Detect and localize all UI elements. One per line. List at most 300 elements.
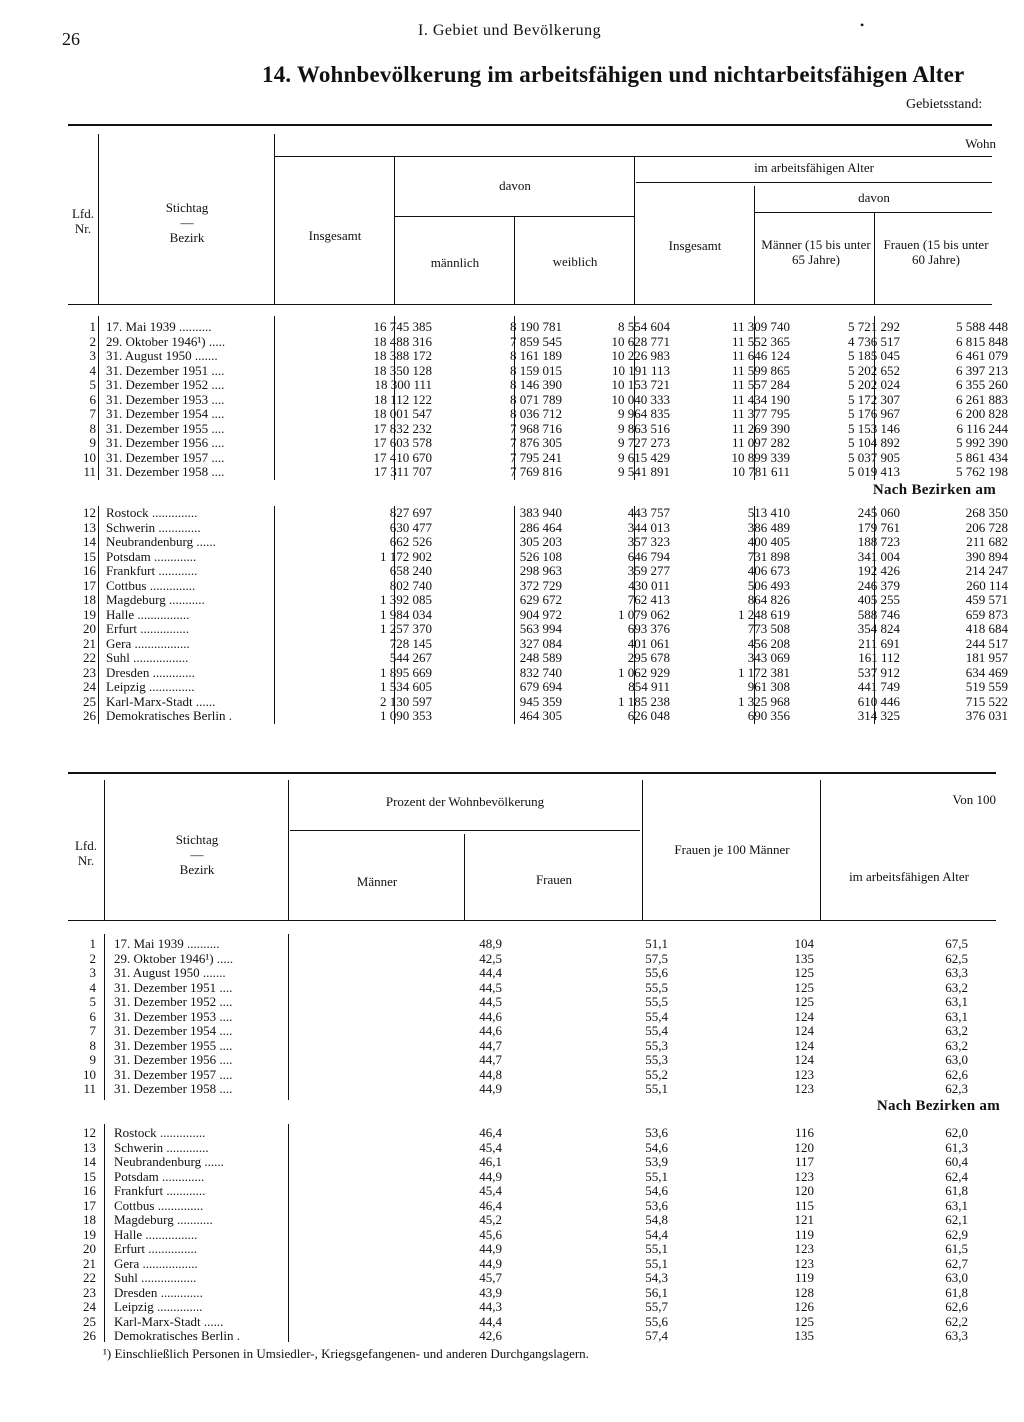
table-row — [68, 1024, 998, 1038]
cell-value: 55,4 — [645, 1023, 668, 1038]
row-number: 19 — [83, 1226, 96, 1242]
cell-value: 18 300 111 — [374, 377, 432, 392]
cell-value: 354 824 — [857, 621, 900, 636]
row-number: 3 — [89, 965, 96, 980]
table-row — [68, 319, 1008, 334]
cell-value: 53,6 — [645, 1197, 668, 1213]
row-number: 16 — [83, 563, 96, 578]
table-row — [68, 1242, 998, 1256]
cell-value: 295 678 — [627, 650, 670, 665]
cell-value: 61,8 — [945, 1284, 968, 1300]
row-label: Dresden ............. — [106, 664, 195, 680]
table-row — [68, 1155, 998, 1169]
row-label: Karl-Marx-Stadt ...... — [114, 1313, 224, 1329]
header-davon-2: davon — [858, 190, 890, 205]
cell-value: 123 — [794, 1066, 814, 1082]
cell-value: 659 873 — [965, 606, 1008, 622]
row-number: 21 — [83, 1255, 96, 1271]
cell-value: 45,4 — [479, 1139, 502, 1155]
table2-vline — [820, 780, 821, 920]
cell-value: 6 116 244 — [956, 420, 1008, 436]
cell-value: 135 — [794, 950, 814, 966]
t2-header-nr: Nr. — [77, 853, 95, 868]
row-number: 20 — [83, 621, 96, 636]
row-label: Leipzig .............. — [114, 1299, 203, 1314]
cell-value: 731 898 — [747, 548, 790, 564]
cell-value: 662 526 — [389, 534, 432, 549]
footnote: ¹) Einschließlich Personen in Umsiedler-, Kriegsgefangenen- und anderen Durchgangslagern. — [103, 1346, 589, 1361]
row-number: 15 — [83, 548, 96, 564]
cell-value: 5 202 024 — [848, 377, 900, 392]
table2-nach-bezirken: Nach Bezirken am — [876, 1098, 1000, 1114]
cell-value: 5 185 045 — [848, 348, 900, 363]
cell-value: 44,9 — [479, 1168, 502, 1184]
cell-value: 192 426 — [857, 563, 900, 578]
table1-top-rule — [68, 124, 992, 126]
table-row — [68, 679, 1008, 694]
cell-value: 8 146 390 — [510, 377, 562, 392]
cell-value: 120 — [794, 1183, 814, 1198]
cell-value: 7 769 816 — [510, 464, 562, 479]
table1-head-bottom-rule — [68, 304, 992, 305]
cell-value: 18 388 172 — [373, 348, 432, 363]
row-number: 4 — [89, 979, 96, 995]
cell-value: 1 534 605 — [380, 679, 432, 694]
row-label: 31. Dezember 1957 .... — [106, 449, 225, 465]
cell-value: 62,9 — [945, 1226, 968, 1242]
cell-value: 405 255 — [857, 592, 900, 607]
cell-value: 11 269 390 — [731, 420, 790, 436]
cell-value: 63,0 — [945, 1270, 968, 1285]
cell-value: 1 895 669 — [380, 664, 432, 680]
table-row — [68, 1141, 998, 1155]
cell-value: 1 090 353 — [380, 708, 432, 723]
cell-value: 119 — [794, 1226, 814, 1242]
cell-value: 211 682 — [966, 534, 1008, 549]
cell-value: 459 571 — [965, 592, 1008, 607]
table1-vline — [274, 134, 275, 304]
cell-value: 42,6 — [479, 1328, 502, 1343]
cell-value: 48,9 — [479, 936, 502, 951]
cell-value: 62,6 — [945, 1299, 968, 1314]
cell-value: 119 — [794, 1270, 814, 1285]
row-label: Neubrandenburg ...... — [114, 1154, 224, 1169]
row-number: 18 — [83, 1212, 96, 1227]
cell-value: 260 114 — [966, 577, 1008, 593]
table1-wohn-rule — [274, 156, 992, 157]
section-title: I. Gebiet und Bevölkerung — [418, 22, 602, 39]
cell-value: 773 508 — [747, 621, 790, 636]
cell-value: 55,2 — [645, 1066, 668, 1082]
row-label: 31. Dezember 1951 .... — [114, 979, 233, 995]
cell-value: 54,6 — [645, 1183, 668, 1198]
cell-value: 44,3 — [479, 1299, 502, 1314]
cell-value: 9 863 516 — [618, 420, 670, 436]
row-number: 23 — [83, 664, 96, 680]
cell-value: 1 325 968 — [738, 693, 790, 709]
row-label: Neubrandenburg ...... — [106, 534, 216, 549]
cell-value: 123 — [794, 1081, 814, 1096]
cell-value: 55,7 — [645, 1299, 668, 1314]
table-row — [68, 1271, 998, 1285]
row-number: 24 — [83, 679, 96, 694]
cell-value: 126 — [794, 1299, 814, 1314]
table-row — [68, 1300, 998, 1314]
cell-value: 6 815 848 — [956, 333, 1008, 349]
cell-value: 60,4 — [945, 1154, 968, 1169]
table2-top-rule — [68, 772, 996, 774]
cell-value: 10 899 339 — [731, 449, 790, 465]
row-label: Karl-Marx-Stadt ...... — [106, 693, 216, 709]
table1-arbeitsf-rule — [636, 182, 992, 183]
cell-value: 679 694 — [519, 679, 562, 694]
cell-value: 18 112 122 — [373, 391, 432, 407]
cell-value: 124 — [794, 1052, 814, 1067]
cell-value: 55,6 — [645, 965, 668, 980]
cell-value: 961 308 — [747, 679, 790, 694]
cell-value: 120 — [794, 1139, 814, 1155]
cell-value: 8 190 781 — [510, 319, 562, 334]
row-number: 12 — [83, 1125, 96, 1140]
t2-header-dash: — — [190, 847, 204, 862]
cell-value: 430 011 — [628, 577, 670, 593]
cell-value: 246 379 — [857, 577, 900, 593]
table-row — [68, 505, 1008, 520]
table-row — [68, 1329, 998, 1343]
cell-value: 1 984 034 — [380, 606, 432, 622]
row-label: 31. Dezember 1955 .... — [106, 420, 225, 436]
table-row — [68, 1286, 998, 1300]
row-number: 22 — [83, 650, 96, 665]
cell-value: 55,1 — [645, 1241, 668, 1256]
cell-value: 5 992 390 — [956, 435, 1008, 450]
table-row — [68, 1315, 998, 1329]
row-number: 10 — [83, 1066, 96, 1082]
cell-value: 121 — [794, 1212, 814, 1227]
cell-value: 44,9 — [479, 1255, 502, 1271]
cell-value: 762 413 — [627, 592, 670, 607]
cell-value: 46,4 — [479, 1125, 502, 1140]
row-label: Halle ................ — [114, 1226, 198, 1242]
table-row — [68, 449, 1008, 465]
cell-value: 44,9 — [479, 1241, 502, 1256]
cell-value: 124 — [794, 1008, 814, 1024]
cell-value: 63,1 — [945, 1197, 968, 1213]
table-row — [68, 606, 1008, 622]
cell-value: 123 — [794, 1241, 814, 1256]
cell-value: 827 697 — [389, 505, 432, 520]
cell-value: 6 355 260 — [956, 377, 1008, 392]
cell-value: 125 — [794, 1313, 814, 1329]
t2-header-von-100: Von 100 — [952, 792, 996, 807]
table-row — [68, 406, 1008, 421]
table2-vline — [104, 780, 105, 920]
cell-value: 11 309 740 — [731, 319, 790, 334]
cell-value: 6 261 883 — [956, 391, 1008, 407]
cell-value: 51,1 — [645, 936, 668, 951]
cell-value: 10 226 983 — [611, 348, 670, 363]
row-number: 13 — [83, 519, 96, 535]
row-label: Demokratisches Berlin . — [114, 1328, 240, 1343]
cell-value: 5 588 448 — [956, 319, 1008, 334]
row-label: 31. Dezember 1953 .... — [114, 1008, 233, 1024]
cell-value: 18 350 128 — [373, 362, 432, 378]
cell-value: 128 — [794, 1284, 814, 1300]
row-number: 8 — [89, 1037, 96, 1053]
table2-vline — [288, 780, 289, 920]
cell-value: 54,4 — [645, 1226, 668, 1242]
cell-value: 7 795 241 — [510, 449, 562, 465]
row-number: 9 — [89, 435, 96, 450]
row-label: 17. Mai 1939 .......... — [114, 936, 220, 951]
row-label: Rostock .............. — [106, 505, 198, 520]
cell-value: 211 691 — [858, 635, 900, 651]
row-number: 1 — [89, 936, 96, 951]
cell-value: 17 311 707 — [373, 464, 432, 479]
table-row — [68, 1082, 998, 1096]
cell-value: 443 757 — [627, 505, 670, 520]
table-row — [68, 1199, 998, 1213]
cell-value: 124 — [794, 1023, 814, 1038]
cell-value: 1 257 370 — [380, 621, 432, 636]
row-label: 31. Dezember 1953 .... — [106, 391, 225, 407]
cell-value: 588 746 — [857, 606, 900, 622]
header-stichtag: Stichtag — [165, 200, 209, 215]
cell-value: 6 200 828 — [956, 406, 1008, 421]
cell-value: 945 359 — [519, 693, 562, 709]
cell-value: 63,0 — [945, 1052, 968, 1067]
row-label: Erfurt ............... — [106, 621, 190, 636]
row-label: Halle ................ — [106, 606, 190, 622]
cell-value: 343 069 — [747, 650, 790, 665]
header-dash: — — [180, 215, 194, 230]
row-number: 26 — [83, 708, 96, 723]
row-number: 2 — [89, 333, 96, 349]
cell-value: 10 040 333 — [611, 391, 670, 407]
row-number: 9 — [89, 1052, 96, 1067]
row-number: 23 — [83, 1284, 96, 1300]
cell-value: 44,5 — [479, 994, 502, 1009]
cell-value: 519 559 — [965, 679, 1008, 694]
row-label: 31. Dezember 1954 .... — [106, 406, 225, 421]
cell-value: 8 071 789 — [510, 391, 562, 407]
cell-value: 2 130 597 — [380, 693, 432, 709]
cell-value: 104 — [794, 936, 814, 951]
cell-value: 544 267 — [389, 650, 432, 665]
cell-value: 9 727 273 — [618, 435, 670, 450]
row-label: Magdeburg ........... — [106, 592, 205, 607]
cell-value: 55,5 — [645, 994, 668, 1009]
cell-value: 8 159 015 — [510, 362, 562, 378]
cell-value: 57,5 — [645, 950, 668, 966]
header-maenner-15-65: Männer (15 bis unter 65 Jahre) — [761, 237, 871, 267]
cell-value: 5 037 905 — [848, 449, 900, 465]
cell-value: 53,9 — [645, 1154, 668, 1169]
row-label: Gera ................. — [114, 1255, 198, 1271]
cell-value: 401 061 — [627, 635, 670, 651]
table-row — [68, 435, 1008, 450]
cell-value: 728 145 — [389, 635, 432, 651]
cell-value: 376 031 — [965, 708, 1008, 723]
table1-vline — [394, 156, 395, 304]
cell-value: 248 589 — [519, 650, 562, 665]
cell-value: 386 489 — [747, 519, 790, 535]
cell-value: 5 721 292 — [848, 319, 900, 334]
cell-value: 383 940 — [519, 505, 562, 520]
gebietsstand-label: Gebietsstand: — [906, 97, 983, 112]
cell-value: 5 153 146 — [848, 420, 900, 436]
t2-header-frauen: Frauen — [535, 872, 573, 887]
row-label: Schwerin ............. — [114, 1139, 209, 1155]
table-row — [68, 650, 1008, 665]
table-row — [68, 1213, 998, 1227]
row-number: 14 — [83, 1154, 96, 1169]
row-number: 22 — [83, 1270, 96, 1285]
row-number: 25 — [83, 693, 96, 709]
cell-value: 55,4 — [645, 1008, 668, 1024]
table2-head-bottom-rule — [68, 920, 996, 921]
cell-value: 5 019 413 — [848, 464, 900, 479]
cell-value: 44,4 — [479, 1313, 502, 1329]
cell-value: 45,7 — [479, 1270, 502, 1285]
table-row — [68, 966, 998, 980]
cell-value: 56,1 — [645, 1284, 668, 1300]
cell-value: 54,8 — [645, 1212, 668, 1227]
row-number: 10 — [83, 449, 96, 465]
cell-value: 537 912 — [857, 664, 900, 680]
row-label: 31. Dezember 1957 .... — [114, 1066, 233, 1082]
cell-value: 125 — [794, 994, 814, 1009]
cell-value: 6 461 079 — [956, 348, 1008, 363]
row-number: 21 — [83, 635, 96, 651]
header-weiblich: weiblich — [552, 254, 598, 269]
cell-value: 62,5 — [945, 950, 968, 966]
cell-value: 17 832 232 — [373, 420, 432, 436]
table-row — [68, 708, 1008, 723]
row-number: 2 — [89, 950, 96, 966]
t2-header-lfd: Lfd. — [74, 838, 98, 853]
cell-value: 45,4 — [479, 1183, 502, 1198]
cell-value: 54,6 — [645, 1139, 668, 1155]
cell-value: 44,7 — [479, 1037, 502, 1053]
cell-value: 832 740 — [519, 664, 562, 680]
cell-value: 9 964 835 — [618, 406, 670, 421]
table-title: 14. Wohnbevölkerung im arbeitsfähigen und nichtarbeitsfähigen Alter — [262, 62, 965, 87]
cell-value: 4 736 517 — [848, 333, 900, 349]
row-label: 31. Dezember 1958 .... — [106, 464, 225, 479]
header-maennlich: männlich — [430, 255, 480, 270]
table-row — [68, 348, 1008, 363]
cell-value: 53,6 — [645, 1125, 668, 1140]
cell-value: 62,1 — [945, 1212, 968, 1227]
cell-value: 244 517 — [965, 635, 1008, 651]
cell-value: 7 876 305 — [510, 435, 562, 450]
table-row — [68, 377, 1008, 392]
cell-value: 42,5 — [479, 950, 502, 966]
cell-value: 626 048 — [627, 708, 670, 723]
row-number: 1 — [89, 319, 96, 334]
cell-value: 11 377 795 — [731, 406, 790, 421]
cell-value: 327 084 — [519, 635, 562, 651]
cell-value: 62,6 — [945, 1066, 968, 1082]
cell-value: 45,2 — [479, 1212, 502, 1227]
row-label: 29. Oktober 1946¹) ..... — [106, 333, 226, 349]
cell-value: 864 826 — [747, 592, 790, 607]
margin-mark: • — [860, 18, 865, 32]
row-label: Cottbus .............. — [114, 1197, 204, 1213]
cell-value: 854 911 — [628, 679, 670, 694]
table1-nach-bezirken: Nach Bezirken am — [872, 482, 996, 498]
header-davon: davon — [499, 178, 531, 193]
table-row — [68, 464, 1008, 479]
row-label: 17. Mai 1939 .......... — [106, 319, 212, 334]
cell-value: 123 — [794, 1255, 814, 1271]
cell-value: 61,8 — [945, 1183, 968, 1198]
cell-value: 610 446 — [857, 693, 900, 709]
table-row — [68, 577, 1008, 593]
cell-value: 341 004 — [857, 548, 900, 564]
table1-vline — [98, 134, 99, 304]
cell-value: 5 172 307 — [848, 391, 900, 407]
header-im-arbeitsf: im arbeitsfähigen Alter — [754, 160, 874, 175]
page-number: 26 — [62, 29, 80, 49]
cell-value: 63,2 — [945, 1037, 968, 1053]
cell-value: 44,7 — [479, 1052, 502, 1067]
row-label: Schwerin ............. — [106, 519, 201, 535]
cell-value: 400 405 — [747, 534, 790, 549]
cell-value: 690 356 — [747, 708, 790, 723]
row-label: Frankfurt ............ — [106, 563, 198, 578]
cell-value: 630 477 — [389, 519, 432, 535]
cell-value: 9 541 891 — [618, 464, 670, 479]
cell-value: 8 161 189 — [510, 348, 562, 363]
cell-value: 9 615 429 — [618, 449, 670, 465]
cell-value: 7 968 716 — [510, 420, 562, 436]
table-row — [68, 1170, 998, 1184]
cell-value: 513 410 — [747, 505, 790, 520]
cell-value: 124 — [794, 1037, 814, 1053]
row-number: 4 — [89, 362, 96, 378]
cell-value: 117 — [794, 1154, 814, 1169]
row-label: Erfurt ............... — [114, 1241, 198, 1256]
table-row — [68, 1126, 998, 1140]
cell-value: 63,1 — [945, 994, 968, 1009]
cell-value: 61,5 — [945, 1241, 968, 1256]
cell-value: 115 — [794, 1197, 814, 1213]
table-row — [68, 1053, 998, 1067]
cell-value: 63,3 — [945, 1328, 968, 1343]
cell-value: 464 305 — [519, 708, 562, 723]
table-row — [68, 1039, 998, 1053]
cell-value: 344 013 — [627, 519, 670, 535]
cell-value: 305 203 — [519, 534, 562, 549]
row-label: 31. Dezember 1956 .... — [114, 1052, 233, 1067]
cell-value: 18 488 316 — [373, 333, 432, 349]
cell-value: 45,6 — [479, 1226, 502, 1242]
row-label: Gera ................. — [106, 635, 190, 651]
cell-value: 44,4 — [479, 965, 502, 980]
cell-value: 629 672 — [519, 592, 562, 607]
row-number: 5 — [89, 994, 96, 1009]
row-number: 5 — [89, 377, 96, 392]
cell-value: 16 745 385 — [373, 319, 432, 334]
row-label: Demokratisches Berlin . — [106, 708, 232, 723]
cell-value: 5 202 652 — [848, 362, 900, 378]
cell-value: 526 108 — [519, 548, 562, 564]
table1-vline — [874, 212, 875, 304]
cell-value: 5 176 967 — [848, 406, 900, 421]
row-label: Leipzig .............. — [106, 679, 195, 694]
